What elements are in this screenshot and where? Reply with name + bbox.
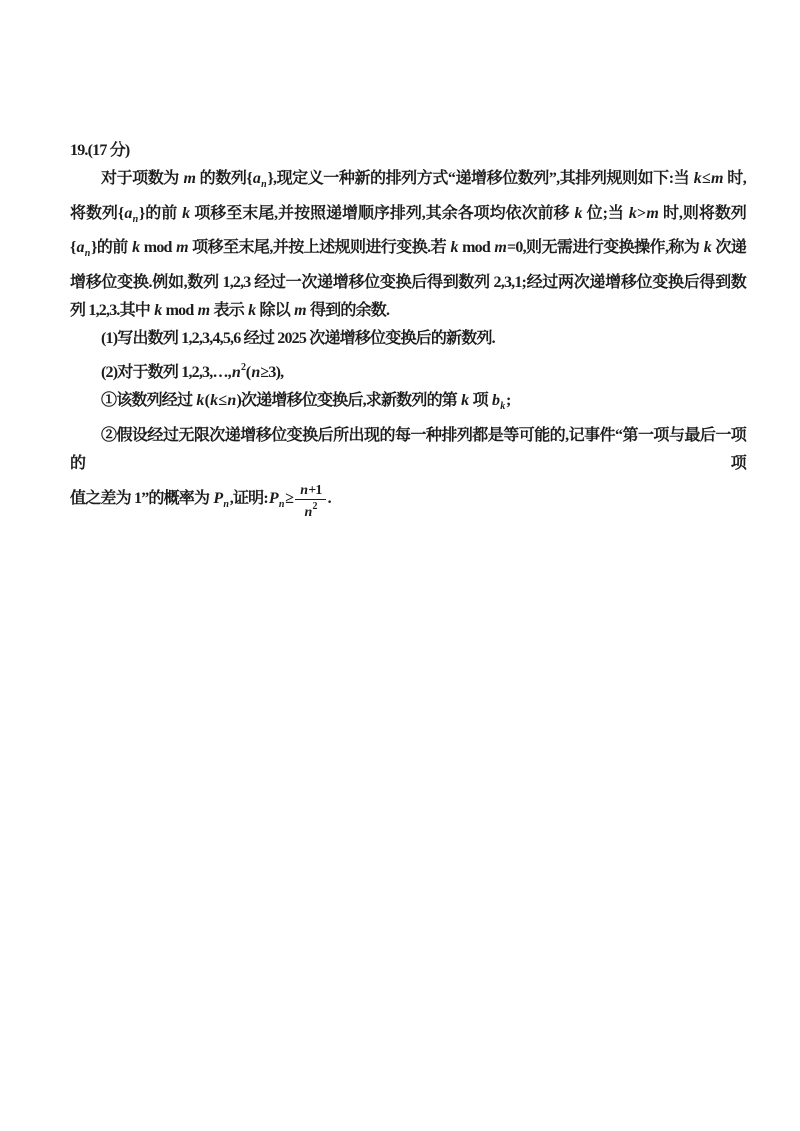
part-2-item-2-line: ②假设经过无限次递增移位变换后所出现的每一种排列都是等可能的,记事件“第一项与最后一项的项	[70, 426, 746, 473]
part-2-item-2-cont-line: 值之差为 1”的概率为 $P_n$,证明$:P_n\ge$ $\frac{n+1}{n^2}$ .	[70, 482, 331, 521]
statement-line: $\{a_n\}$的前 k mod m 项移至末尾,并按上述规则进行变换.若 k mod m=0,则无需进行变换操作,称为 k 次递	[70, 239, 746, 260]
statement-line: 增移位变换.例如,数列 1,2,3 经过一次递增移位变换后得到数列 2,3,1;经过两次递增移位变换后得到数	[70, 273, 746, 291]
statement-line: 列 1,2,3.其中 k mod m 表示 k 除以 m 得到的余数.	[70, 302, 390, 320]
question-header: 19.(17 分)	[70, 142, 130, 159]
question-19-block	[70, 137, 746, 522]
part-1-line: (1)写出数列 1,2,3,4,5,6 经过 2025 次递增移位变换后的新数列.	[101, 330, 495, 348]
part-2-line: (2)对于数列 $1,2,3,\dots,n^2(n\ge 3)$,	[101, 361, 284, 381]
statement-line: 对于项数为 m 的数列$\{a_n\}$,现定义一种新的排列方式“递增移位数列”,其排列规则如下:当 k≤m 时,	[101, 170, 746, 191]
statement-line: 将数列$\{a_n\}$的前 k 项移至末尾,并按照递增顺序排列,其余各项均依次前移 k 位;当 k>m 时,则将数列	[70, 204, 746, 225]
part-2-item-1-line: ①该数列经过 k(k≤n)次递增移位变换后,求新数列的第 k 项 $b_k$;	[101, 392, 511, 413]
